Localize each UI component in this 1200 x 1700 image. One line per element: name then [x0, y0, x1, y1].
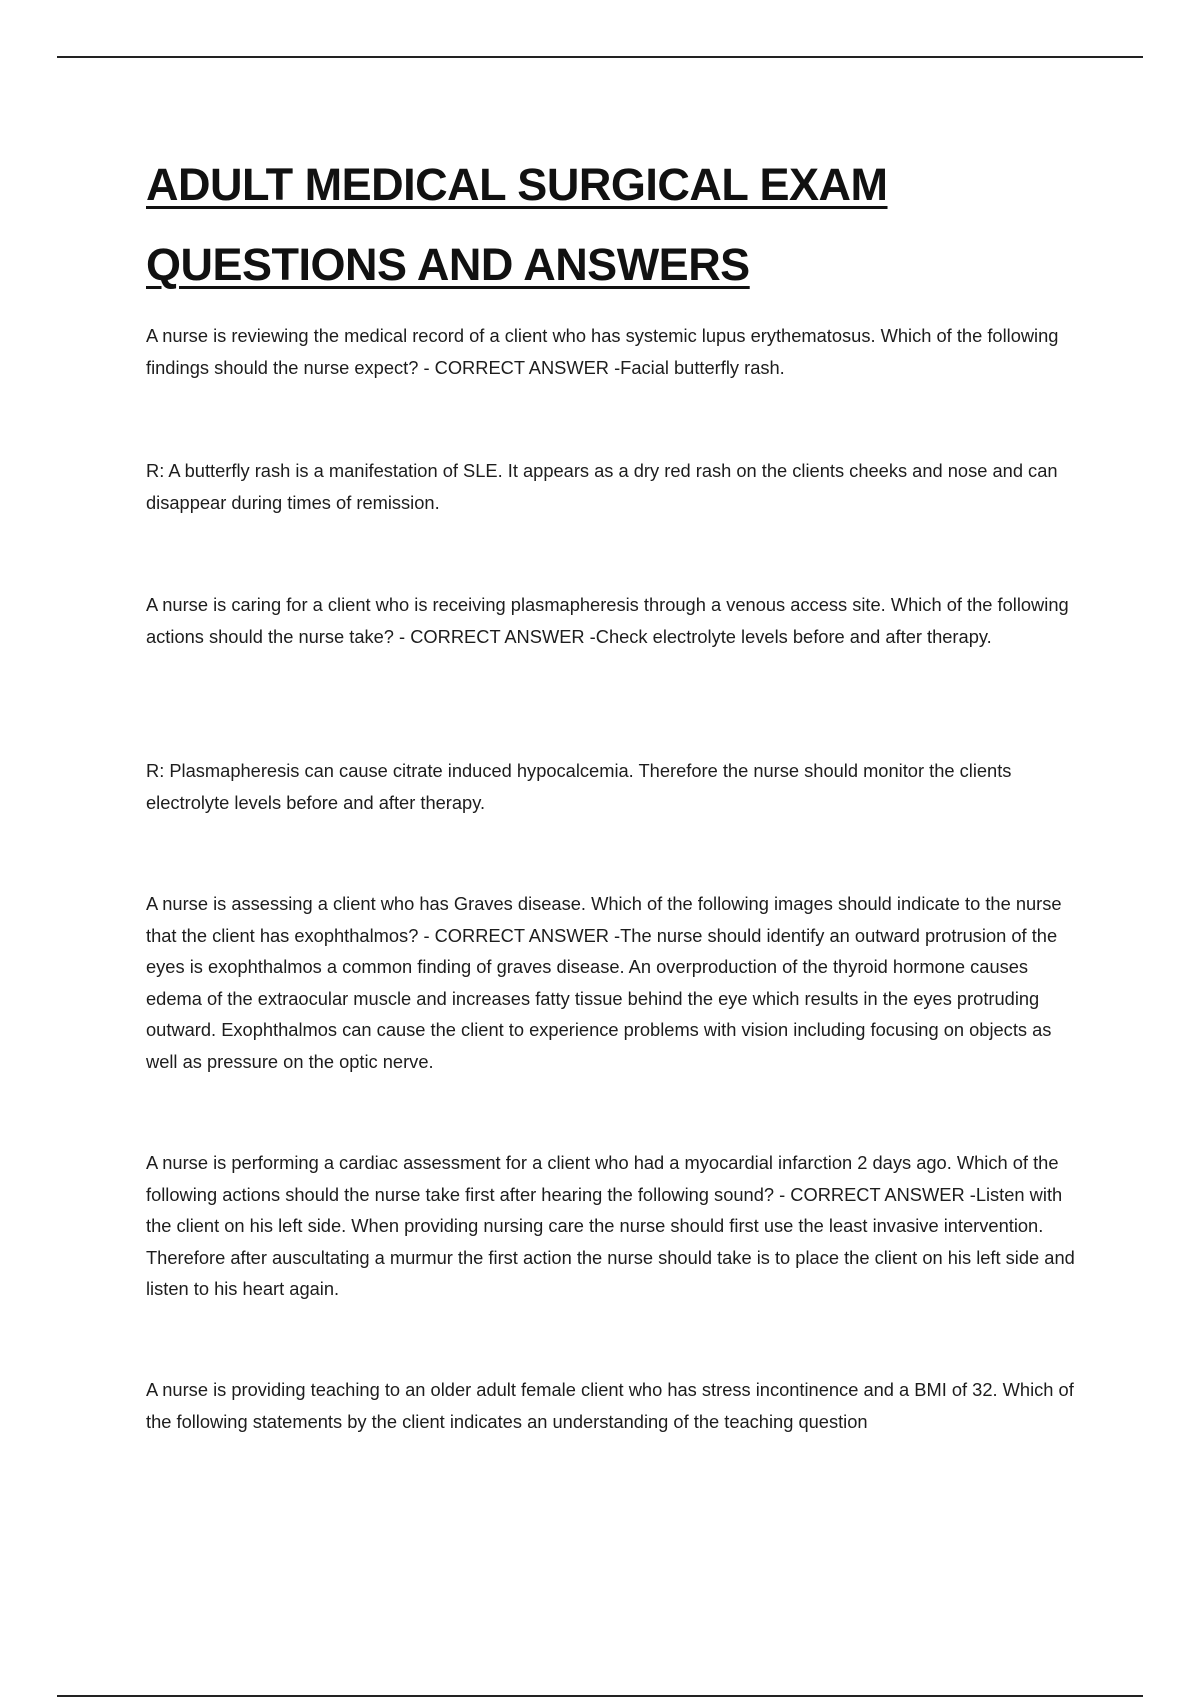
question-graves: A nurse is assessing a client who has Graves disease. Which of the following images should indicate to the nurse that the client has exophthalmos? - CORRECT ANSWER -The nurse should identify an outward protrusion of the eyes is exophthalmos a common finding of graves disease. An overproduction of the thyroid hormone causes edema of the extraocular muscle and increases fatty tissue behind the eye which results in the eyes protruding outward. Exophthalmos can cause the client to experience problems with vision including focusing on objects as well as pressure on the optic nerve. — [146, 893, 1062, 1072]
top-divider — [57, 56, 1143, 58]
bottom-divider — [57, 1695, 1143, 1697]
question-cardiac: A nurse is performing a cardiac assessment for a client who had a myocardial infarction 2 days ago. Which of the following actions should the nurse take first after hearing the following sound? - CORRECT ANSWER -Listen with the client on his left side. When providing nursing care the nurse should first use the least invasive intervention. Therefore after auscultating a murmur the first action the nurse should take is to place the client on his left side and listen to his heart again. — [146, 1152, 1075, 1299]
question-plasmapheresis: A nurse is caring for a client who is receiving plasmapheresis through a venous access site. Which of the following actions should the nurse take? - CORRECT ANSWER -Check electrolyte levels before and after therapy. — [146, 594, 1069, 647]
question-incontinence: A nurse is providing teaching to an older adult female client who has stress incontinence and a BMI of 32. Which of the following statements by the client indicates an understanding of the teaching question — [146, 1379, 1074, 1432]
document-title — [146, 145, 1106, 305]
title-line-1: ADULT MEDICAL SURGICAL EXAM — [146, 159, 888, 210]
question-sle: A nurse is reviewing the medical record of a client who has systemic lupus erythematosus. Which of the following findings should the nurse expect? - CORRECT ANSWER -Facial butterfly rash. — [146, 325, 1059, 378]
rationale-plasmapheresis: R: Plasmapheresis can cause citrate induced hypocalcemia. Therefore the nurse should monitor the clients electrolyte levels before and after therapy. — [146, 760, 1012, 813]
title-line-2: QUESTIONS AND ANSWERS — [146, 239, 750, 290]
rationale-sle: R: A butterfly rash is a manifestation of SLE. It appears as a dry red rash on the clients cheeks and nose and can disappear during times of remission. — [146, 460, 1058, 513]
